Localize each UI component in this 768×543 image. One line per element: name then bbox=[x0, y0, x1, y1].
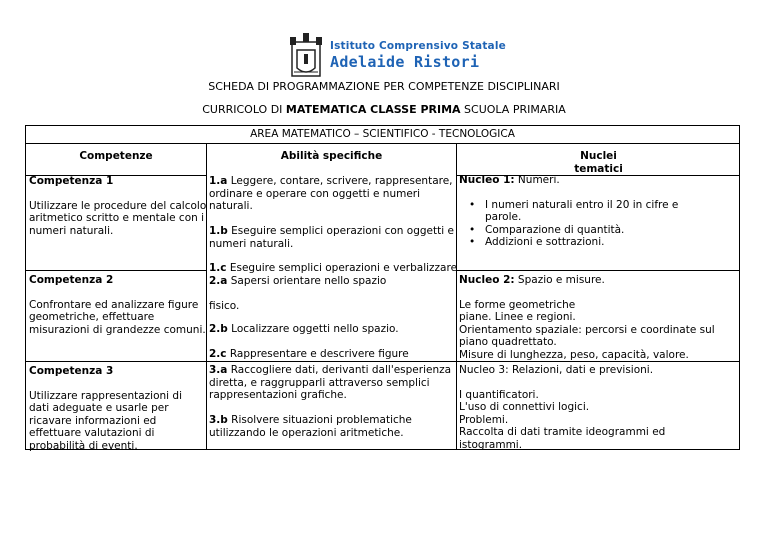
school-crest-logo bbox=[289, 32, 323, 78]
nucleo-2: Nucleo 2: Spazio e misure. Le forme geometriche piane. Linee e regioni. Orientamento spaziale: percorsi e coordinate sul piano quadrettato. Misure di lunghezza, peso, capacità, valore. bbox=[459, 274, 715, 361]
column-divider bbox=[456, 144, 457, 449]
row-divider bbox=[26, 361, 740, 362]
curriculum-line: CURRICOLO DI MATEMATICA CLASSE PRIMA SCUOLA PRIMARIA bbox=[202, 103, 566, 116]
nucleo-3: Nucleo 3: Relazioni, dati e previsioni. I quantificatori. L'uso di connettivi logici. Problemi. Raccolta di dati tramite ideogrammi ed istogrammi. bbox=[459, 364, 666, 451]
header-abilita: Abilità specifiche bbox=[280, 150, 383, 162]
competenza-3: Competenza 3 Utilizzare rappresentazioni di dati adeguate e usarle per ricavare informazioni ed effettuare valutazioni di probabilità di eventi. bbox=[29, 365, 183, 452]
abilita-2a-cont: fisico. bbox=[209, 300, 240, 312]
list-item: • I numeri naturali entro il 20 in cifre e parole. bbox=[459, 199, 737, 224]
area-heading: AREA MATEMATICO – SCIENTIFICO - TECNOLOGICA bbox=[26, 126, 739, 144]
nucleo-1: Nucleo 1: Numeri. • I numeri naturali entro il 20 in cifre e parole. • Comparazione di quantità. • Addizioni e sottrazioni. bbox=[459, 174, 737, 249]
abilita-1a: 1.a Leggere, contare, scrivere, rappresentare, ordinare e operare con oggetti e numeri naturali. bbox=[209, 175, 453, 212]
document-title: SCHEDA DI PROGRAMMAZIONE PER COMPETENZE DISCIPLINARI bbox=[208, 80, 560, 93]
header-nuclei: Nuclei tematici bbox=[574, 150, 623, 175]
row-divider bbox=[456, 270, 740, 271]
abilita-2b: 2.b Localizzare oggetti nello spazio. bbox=[209, 323, 399, 335]
competenza-2: Competenza 2 Confrontare ed analizzare figure geometriche, effettuare misurazioni di grandezze comuni. bbox=[29, 274, 206, 336]
list-item: • Addizioni e sottrazioni. bbox=[459, 236, 737, 249]
programming-table bbox=[25, 125, 740, 450]
school-name-line2: Adelaide Ristori bbox=[330, 53, 480, 71]
abilita-1c: 1.c Eseguire semplici operazioni e verbalizzare bbox=[209, 262, 458, 274]
row-divider bbox=[26, 270, 206, 271]
abilita-1b: 1.b Eseguire semplici operazioni con oggetti e numeri naturali. bbox=[209, 225, 454, 250]
school-name-line1: Istituto Comprensivo Statale bbox=[330, 40, 506, 52]
list-item: • Comparazione di quantità. bbox=[459, 224, 737, 237]
competenza-1: Competenza 1 Utilizzare le procedure del calcolo aritmetico scritto e mentale con i numeri naturali. bbox=[29, 175, 207, 237]
abilita-2c: 2.c Rappresentare e descrivere figure bbox=[209, 348, 409, 360]
abilita-3b: 3.b Risolvere situazioni problematiche utilizzando le operazioni aritmetiche. bbox=[209, 414, 412, 439]
abilita-2a: 2.a Sapersi orientare nello spazio bbox=[209, 275, 387, 287]
abilita-3a: 3.a Raccogliere dati, derivanti dall'esperienza diretta, e raggrupparli attraverso semplici rappresentazioni grafiche. bbox=[209, 364, 452, 401]
school-header bbox=[0, 30, 768, 82]
header-competenze: Competenze bbox=[79, 150, 153, 162]
